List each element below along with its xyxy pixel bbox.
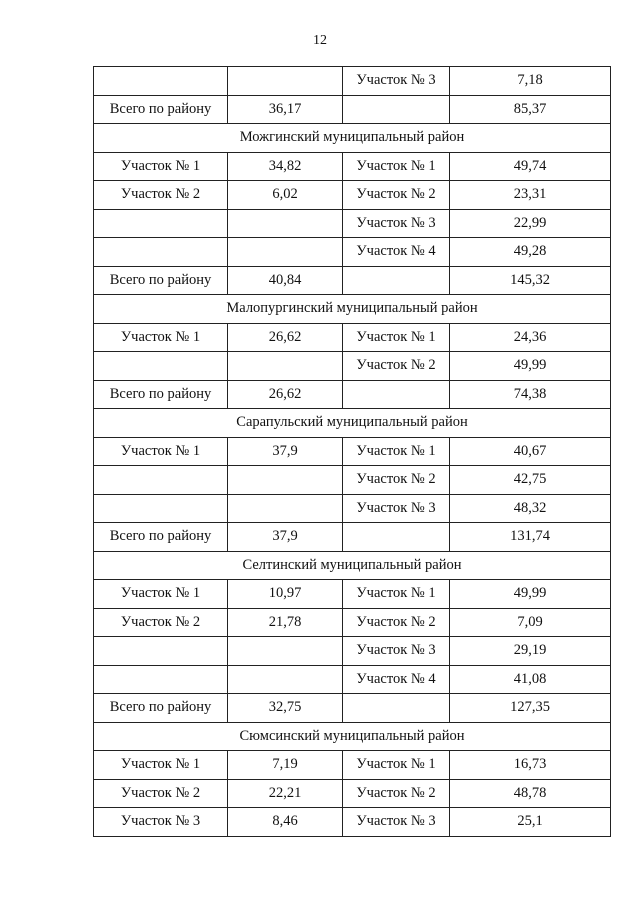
plot-name-cell: Всего по району [94,523,228,552]
plot-name-cell: Участок № 1 [94,323,228,352]
plot-value-cell [228,352,343,381]
plot-value-cell-2: 145,32 [450,266,611,295]
plot-value-cell-2: 49,99 [450,580,611,609]
plot-value-cell [228,67,343,96]
plot-value-cell-2: 48,32 [450,494,611,523]
table-row [94,779,611,808]
plot-value-cell: 10,97 [228,580,343,609]
plot-value-cell: 22,21 [228,779,343,808]
plot-value-cell: 26,62 [228,380,343,409]
plot-name-cell: Участок № 3 [94,808,228,837]
plot-name-cell: Участок № 1 [94,152,228,181]
district-header-row [94,409,611,438]
plot-name-cell-2: Участок № 4 [343,665,450,694]
plot-name-cell [94,665,228,694]
plot-value-cell-2: 85,37 [450,95,611,124]
table-body [94,67,611,837]
district-header-row [94,124,611,153]
table-row [94,751,611,780]
plot-name-cell-2: Участок № 2 [343,466,450,495]
plot-name-cell-2: Участок № 3 [343,67,450,96]
plot-value-cell-2: 25,1 [450,808,611,837]
table-row [94,67,611,96]
plot-value-cell-2: 40,67 [450,437,611,466]
table-row [94,181,611,210]
plot-name-cell-2: Участок № 2 [343,779,450,808]
plot-name-cell [94,209,228,238]
plot-name-cell: Всего по району [94,380,228,409]
plot-name-cell-2: Участок № 3 [343,209,450,238]
plot-name-cell-2: Участок № 2 [343,181,450,210]
table-row [94,209,611,238]
district-name: Малопургинский муниципальный район [94,295,611,324]
table-row [94,608,611,637]
plot-value-cell-2: 41,08 [450,665,611,694]
plot-value-cell: 37,9 [228,437,343,466]
plot-name-cell: Всего по району [94,694,228,723]
district-header-row [94,295,611,324]
district-total-row [94,523,611,552]
table-row [94,494,611,523]
plot-name-cell [94,494,228,523]
plot-name-cell [94,352,228,381]
plot-name-cell-2: Участок № 3 [343,494,450,523]
plot-name-cell-2 [343,380,450,409]
table-row [94,665,611,694]
plot-name-cell-2 [343,694,450,723]
plot-value-cell-2: 48,78 [450,779,611,808]
plot-value-cell-2: 7,18 [450,67,611,96]
district-header-row [94,722,611,751]
plot-value-cell [228,466,343,495]
table-row [94,466,611,495]
plot-name-cell-2: Участок № 3 [343,808,450,837]
plot-value-cell-2: 49,99 [450,352,611,381]
plot-name-cell-2: Участок № 1 [343,437,450,466]
district-name: Можгинский муниципальный район [94,124,611,153]
page-number: 12 [313,33,327,48]
district-total-row [94,95,611,124]
plot-value-cell: 34,82 [228,152,343,181]
plot-value-cell-2: 74,38 [450,380,611,409]
plot-name-cell [94,466,228,495]
district-total-row [94,694,611,723]
plot-name-cell: Участок № 1 [94,751,228,780]
district-name: Селтинский муниципальный район [94,551,611,580]
plot-name-cell-2: Участок № 3 [343,637,450,666]
plot-value-cell [228,238,343,267]
plot-name-cell-2: Участок № 1 [343,323,450,352]
table-row [94,580,611,609]
table-row [94,238,611,267]
plot-name-cell-2: Участок № 2 [343,352,450,381]
plot-value-cell [228,209,343,238]
plot-name-cell-2 [343,523,450,552]
plot-value-cell: 7,19 [228,751,343,780]
plot-value-cell-2: 16,73 [450,751,611,780]
district-plots-table [93,66,611,837]
plot-value-cell-2: 49,74 [450,152,611,181]
plot-value-cell-2: 29,19 [450,637,611,666]
table-row [94,808,611,837]
plot-value-cell [228,494,343,523]
plot-value-cell: 8,46 [228,808,343,837]
table-row [94,437,611,466]
district-name: Сарапульский муниципальный район [94,409,611,438]
district-name: Сюмсинский муниципальный район [94,722,611,751]
plot-value-cell-2: 22,99 [450,209,611,238]
plot-name-cell-2: Участок № 1 [343,751,450,780]
table-row [94,323,611,352]
district-total-row [94,380,611,409]
plot-value-cell: 21,78 [228,608,343,637]
plot-value-cell-2: 23,31 [450,181,611,210]
plot-name-cell: Участок № 2 [94,181,228,210]
plot-name-cell [94,67,228,96]
plot-name-cell-2: Участок № 2 [343,608,450,637]
plot-value-cell-2: 49,28 [450,238,611,267]
plot-value-cell-2: 7,09 [450,608,611,637]
plot-value-cell-2: 127,35 [450,694,611,723]
table-row [94,637,611,666]
table-row [94,152,611,181]
district-total-row [94,266,611,295]
plot-value-cell: 37,9 [228,523,343,552]
plot-value-cell: 36,17 [228,95,343,124]
plot-value-cell-2: 131,74 [450,523,611,552]
plot-name-cell: Участок № 1 [94,437,228,466]
district-header-row [94,551,611,580]
plot-value-cell: 26,62 [228,323,343,352]
plot-name-cell-2: Участок № 1 [343,152,450,181]
plot-value-cell-2: 24,36 [450,323,611,352]
plot-value-cell: 6,02 [228,181,343,210]
plot-name-cell: Участок № 1 [94,580,228,609]
plot-value-cell: 40,84 [228,266,343,295]
plot-name-cell [94,637,228,666]
plot-name-cell: Всего по району [94,95,228,124]
plot-name-cell: Всего по району [94,266,228,295]
plot-value-cell [228,665,343,694]
table-row [94,352,611,381]
plot-name-cell-2: Участок № 1 [343,580,450,609]
plot-name-cell: Участок № 2 [94,779,228,808]
plot-name-cell: Участок № 2 [94,608,228,637]
plot-value-cell-2: 42,75 [450,466,611,495]
plot-value-cell: 32,75 [228,694,343,723]
plot-name-cell-2 [343,266,450,295]
plot-value-cell [228,637,343,666]
plot-name-cell-2 [343,95,450,124]
plot-name-cell [94,238,228,267]
plot-name-cell-2: Участок № 4 [343,238,450,267]
